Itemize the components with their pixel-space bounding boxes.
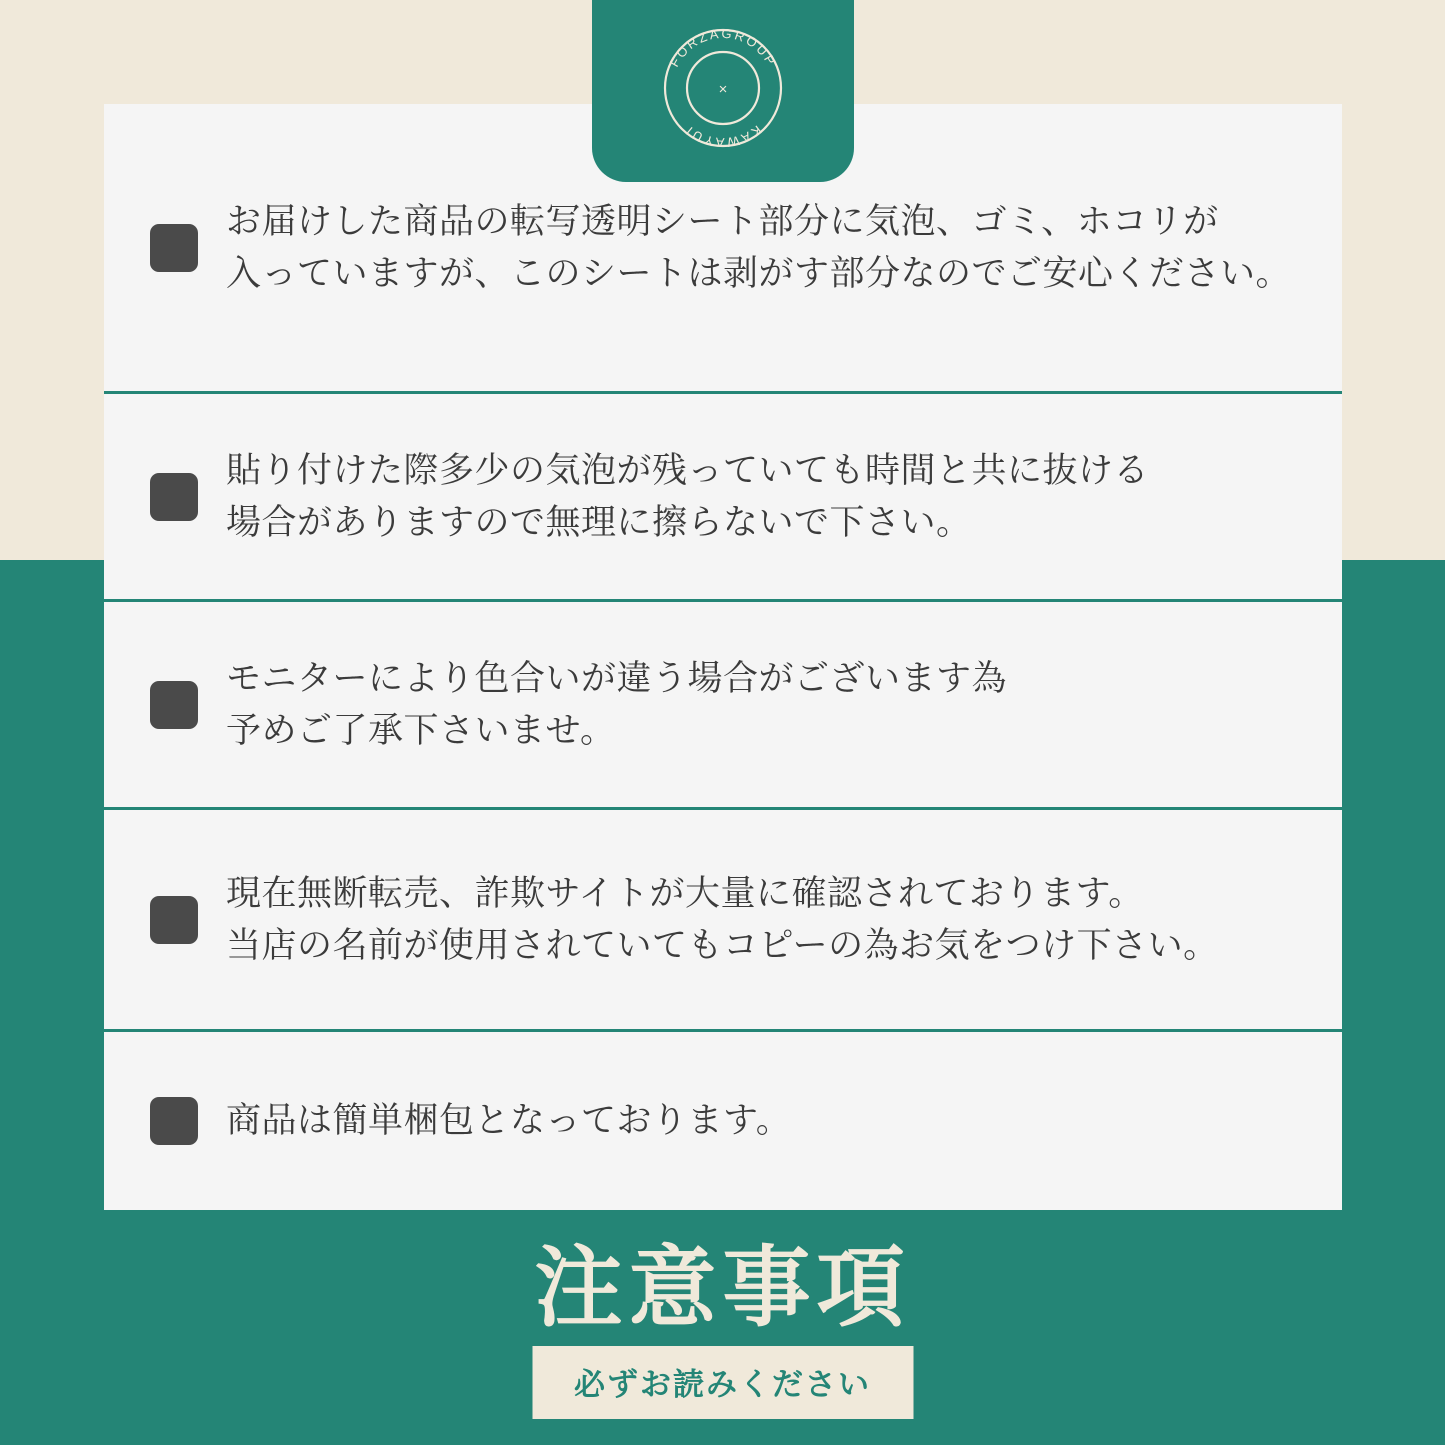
square-bullet-icon xyxy=(150,896,198,944)
note-line: 予めご了承下さいませ。 xyxy=(226,710,616,750)
square-bullet-icon xyxy=(150,473,198,521)
list-item xyxy=(104,602,1342,810)
note-line: 貼り付けた際多少の気泡が残っていても時間と共に抜ける xyxy=(226,450,1150,490)
list-item xyxy=(104,810,1342,1032)
list-item xyxy=(104,394,1342,602)
note-text xyxy=(226,653,1308,757)
note-line: 商品は簡単梱包となっております。 xyxy=(226,1101,792,1141)
svg-text:KAWAYUI: KAWAYUI xyxy=(681,122,765,151)
note-text xyxy=(226,445,1308,549)
notice-card xyxy=(104,104,1342,1210)
square-bullet-icon xyxy=(150,1097,198,1145)
square-bullet-icon xyxy=(150,681,198,729)
note-line: お届けした商品の転写透明シート部分に気泡、ゴミ、ホコリが xyxy=(226,201,1219,241)
note-line: 入っていますが、このシートは剥がす部分なのでご安心ください。 xyxy=(226,253,1292,293)
note-text xyxy=(226,868,1308,972)
note-line: モニターにより色合いが違う場合がございます為 xyxy=(226,658,1008,698)
brand-logo-badge xyxy=(592,0,854,182)
circular-brand-stamp-icon xyxy=(657,22,789,154)
square-bullet-icon xyxy=(150,224,198,272)
page-title: 注意事項 xyxy=(534,1238,911,1337)
note-line: 現在無断転売、詐欺サイトが大量に確認されております。 xyxy=(226,873,1144,913)
note-text xyxy=(226,196,1308,300)
note-line: 場合がありますので無理に擦らないで下さい。 xyxy=(226,502,972,542)
svg-text:FORZAGROUP: FORZAGROUP xyxy=(666,25,780,70)
read-notice-badge: 必ずお読みください xyxy=(532,1346,913,1419)
svg-text:×: × xyxy=(718,81,728,98)
list-item xyxy=(104,1032,1342,1210)
note-text xyxy=(226,1095,1308,1147)
note-line: 当店の名前が使用されていてもコピーの為お気をつけ下さい。 xyxy=(226,925,1219,965)
